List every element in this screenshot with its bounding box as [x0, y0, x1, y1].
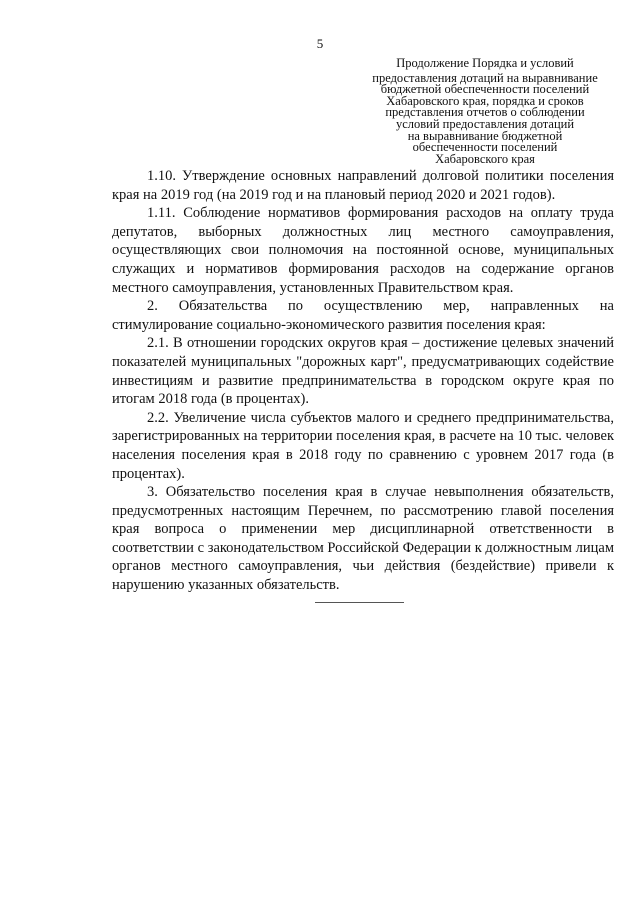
header-continuation: Продолжение Порядка и условий [396, 56, 574, 70]
paragraph-2-1: 2.1. В отношении городских округов края – достижение целевых значений показателей муниципальных "дорожных карт", предусматривающих содействие инвестициям и развитие предпринимательства в городском округе края по итогам 2018 года (в процентах). [112, 335, 614, 408]
document-body [112, 167, 614, 595]
paragraph-2-2: 2.2. Увеличение числа субъектов малого и среднего предпринимательства, зарегистрированных на территории поселения края, в расчете на 10 тыс. человек населения поселения края в 2018 году по сравнению с уровнем 2017 года (в процентах). [112, 409, 614, 482]
paragraph-3: 3. Обязательство поселения края в случае невыполнения обязательств, предусмотренных настоящим Перечнем, по рассмотрению главой поселения края вопроса о применении мер дисциплинарной ответственности в соответствии с законодательством Российской Федерации к должностным лицам органов местного самоуправления, чьи действия (бездействие) привели к нарушению указанных обязательств. [112, 484, 614, 594]
header-line: представления отчетов о соблюдении [385, 105, 585, 120]
header-line: на выравнивание бюджетной [407, 128, 563, 143]
paragraph-1-11: 1.11. Соблюдение нормативов формирования расходов на оплату труда депутатов, выборных должностных лиц местного самоуправления, осуществляющих свои полномочия на постоянной основе, муниципальных служащих и нормативов формирования расходов на содержание органов местного самоуправления, установленных Правительством края. [112, 205, 614, 296]
page-number: 5 [316, 36, 324, 51]
document-header [350, 58, 620, 165]
header-line: бюджетной обеспеченности поселений [380, 82, 590, 97]
header-line: Хабаровского края [435, 151, 535, 166]
paragraph-1-10: 1.10. Утверждение основных направлений долговой политики поселения края на 2019 год (на 2019 год и на плановый период 2020 и 2021 годов). [112, 168, 614, 203]
paragraph-2: 2. Обязательства по осуществлению мер, направленных на стимулирование социально-экономического развития поселения края: [112, 298, 614, 333]
header-line: предоставления дотаций на выравнивание [372, 70, 598, 85]
end-divider-line [315, 602, 404, 603]
header-line: условий предоставления дотаций [395, 116, 575, 131]
header-line: обеспеченности поселений [412, 140, 558, 155]
header-line: Хабаровского края, порядка и сроков [386, 93, 584, 108]
